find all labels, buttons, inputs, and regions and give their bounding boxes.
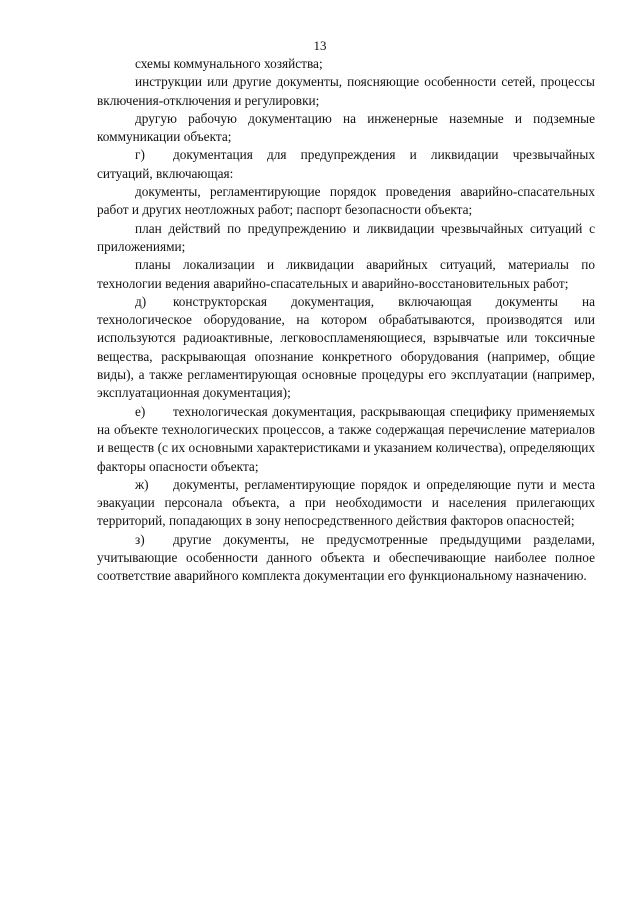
paragraph <box>97 293 595 403</box>
paragraph-text: инструкции или другие документы, поясняющие особенности сетей, процессы включения-отключения и регулировки; <box>97 74 595 108</box>
paragraph <box>97 531 595 586</box>
paragraph <box>97 220 595 257</box>
paragraph-text: документы, регламентирующие порядок и определяющие пути и места эвакуации персонала объекта, а при необходимости и населения прилегающих территорий, попадающих в зону непосредственного действия факторов опасностей; <box>97 476 595 529</box>
paragraph-text: план действий по предупреждению и ликвидации чрезвычайных ситуаций с приложениями; <box>97 220 595 254</box>
list-letter: з) <box>135 531 145 547</box>
list-letter: ж) <box>135 476 149 492</box>
paragraph <box>97 476 595 531</box>
paragraph <box>97 73 595 110</box>
list-letter: д) <box>135 293 147 309</box>
paragraph <box>97 146 595 183</box>
list-letter: г) <box>135 147 145 163</box>
paragraph-text: документы, регламентирующие порядок проведения аварийно-спасательных работ и других неотложных работ; паспорт безопасности объекта; <box>97 184 595 218</box>
paragraph-text: технологическая документация, раскрывающая специфику применяемых на объекте технологических процессов, а также содержащая перечисление материалов и веществ (с их основными характеристиками и указанием количества), определяющих факторы опасности объекта; <box>97 403 595 474</box>
paragraph <box>97 110 595 147</box>
paragraph-text: конструкторская документация, включающая документы на технологическое оборудование, на котором обрабатываются, производятся или используются радиоактивные, легковоспламеняющиеся, взрывчатые или токсичные вещества, раскрывающая опознание конкретного оборудования (например, общие виды), а также регламентирующая основные процедуры его эксплуатации (например, эксплуатационная документация); <box>97 293 595 401</box>
paragraph <box>97 55 595 73</box>
paragraph <box>97 256 595 293</box>
paragraph-text: планы локализации и ликвидации аварийных ситуаций, материалы по технологии ведения аварийно-спасательных и аварийно-восстановительных работ; <box>97 257 595 291</box>
paragraph-text: документация для предупреждения и ликвидации чрезвычайных ситуаций, включающая: <box>97 147 595 181</box>
paragraph <box>97 403 595 476</box>
document-body <box>97 55 595 586</box>
paragraph <box>97 183 595 220</box>
paragraph-text: другие документы, не предусмотренные предыдущими разделами, учитывающие особенности данного объекта и обеспечивающие наиболее полное соответствие аварийного комплекта документации его функциональному назначению. <box>97 531 595 584</box>
paragraph-text: схемы коммунального хозяйства; <box>135 56 323 71</box>
page-number: 13 <box>313 38 327 53</box>
list-letter: е) <box>135 403 146 419</box>
paragraph-text: другую рабочую документацию на инженерные наземные и подземные коммуникации объекта; <box>97 110 595 145</box>
